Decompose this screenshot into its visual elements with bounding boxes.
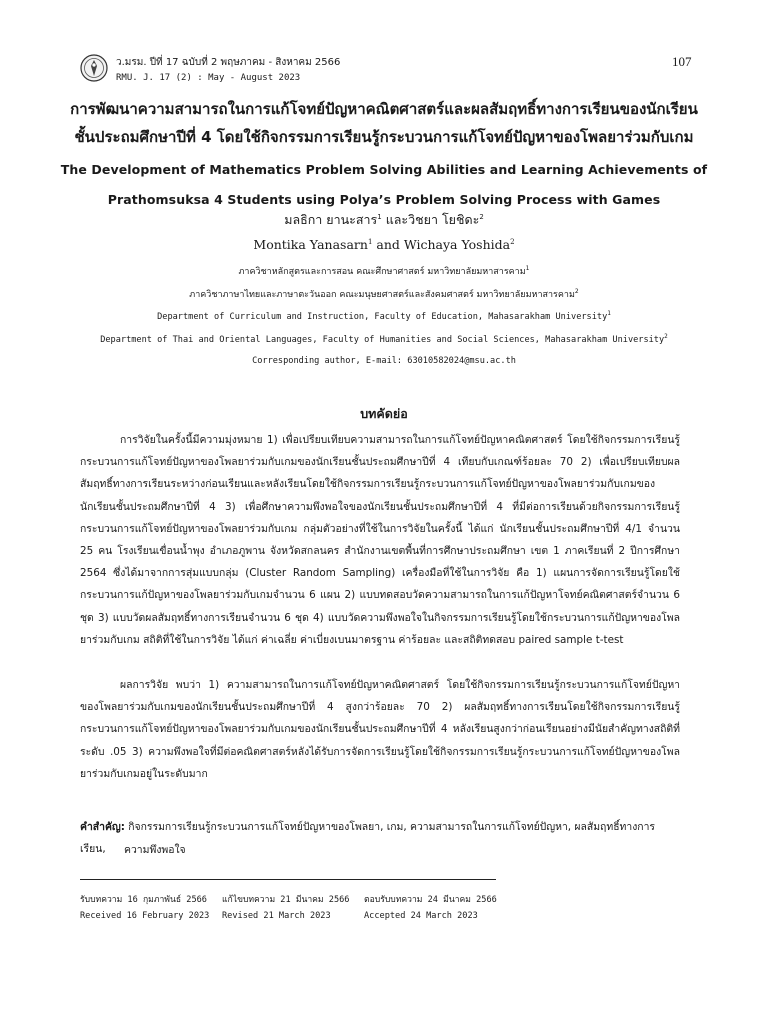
title-english-line-2: Prathomsuksa 4 Students using Polya’s Problem Solving Process with Games — [107, 192, 661, 207]
title-thai-line-1: การพัฒนาความสามารถในการแก้โจทย์ปัญหาคณิตศาสตร์และผลสัมฤทธิ์ทางการเรียนของนักเรียน — [70, 100, 698, 118]
received-date-english: Received 16 February 2023 — [80, 911, 210, 921]
affiliation-thai-1: ภาควิชาหลักสูตรและการสอน คณะศึกษาศาสตร์ มหาวิทยาลัยมหาสารคาม$^1$ — [238, 265, 530, 277]
author-1-thai: มลธิกา ยานะสาร — [284, 212, 378, 227]
keywords-label: คำสำคัญ: — [80, 821, 125, 833]
abstract-heading: บทคัดย่อ — [360, 406, 408, 421]
journal-name-thai: ว.มรม. ปีที่ 17 ฉบับที่ 2 พฤษภาคม - สิงหาคม 2566 — [116, 57, 341, 68]
received-date-thai: รับบทความ 16 กุมภาพันธ์ 2566 — [80, 895, 207, 905]
journal-name-english: RMU. J. 17 (2) : May - August 2023 — [116, 73, 301, 83]
affiliation-english-2: Department of Thai and Oriental Languages, Faculty of Humanities and Social Sciences, Mahasarakham University$^2$ — [100, 333, 668, 345]
accepted-date-english: Accepted 24 March 2023 — [364, 911, 478, 921]
authors-english: Montika Yanasarn$^1$ and Wichaya Yoshida$^2$ — [253, 237, 515, 252]
affiliation-english-1: Department of Curriculum and Instruction, Faculty of Education, Mahasarakham University$^1$ — [157, 310, 611, 322]
keywords-text: กิจกรรมการเรียนรู้กระบวนการแก้โจทย์ปัญหาของโพลยา, เกม, ความสามารถในการแก้โจทย์ปัญหา, ผลสัมฤทธิ์ทางการเรียน, — [80, 821, 656, 855]
authors-thai: มลธิกา ยานะสาร$^1$ และวิชยา โยชิดะ$^2$ — [284, 212, 484, 227]
author-2-thai: และวิชยา โยชิดะ — [385, 212, 480, 227]
title-thai-line-2: ชั้นประถมศึกษาปีที่ 4 โดยใช้กิจกรรมการเรียนรู้กระบวนการแก้โจทย์ปัญหาของโพลยาร่วมกับเกม — [74, 128, 694, 146]
keywords-text-continued: ความพึงพอใจ — [124, 844, 186, 856]
affiliation-thai-2: ภาควิชาภาษาไทยและภาษาตะวันออก คณะมนุษยศาสตร์และสังคมศาสตร์ มหาวิทยาลัยมหาสารคาม$^2$ — [189, 288, 579, 300]
accepted-date-thai: ตอบรับบทความ 24 มีนาคม 2566 — [364, 895, 497, 905]
corresponding-author: Corresponding author, E-mail: 63010582024@msu.ac.th — [252, 356, 516, 366]
abstract-paragraph-1: การวิจัยในครั้งนี้มีความมุ่งหมาย 1) เพื่อเปรียบเทียบความสามารถในการแก้โจทย์ปัญหาคณิตศาสตร์ โดยใช้กิจกรรมการเรียนรู้กระบวนการแก้โจทย์ปัญหาของโพลยาร่วมกับเกมของนักเรียนชั้นประถมศึกษาปีที่ 4 เทียบกับเกณฑ์ร้อยละ 70 2) เพื่อเปรียบเทียบผลสัมฤทธิ์ทางการเรียนระหว่างก่อนเรียนและหลังเรียนโดยใช้กิจกรรมการเรียนรู้กระบวนการแก้โจทย์ปัญหาของโพลยาร่วมกับเกมของนักเรียนชั้นประถมศึกษาปีที่ 4 3) เพื่อศึกษาความพึงพอใจของนักเรียนชั้นประถมศึกษาปีที่ 4 ที่มีต่อการเรียนด้วยกิจกรรมการเรียนรู้กระบวนการแก้โจทย์ปัญหาของโพลยาร่วมกับเกม กลุ่มตัวอย่างที่ใช้ในการวิจัยในครั้งนี้ ได้แก่ นักเรียนชั้นประถมศึกษาปีที่ 4/1 จำนวน 25 คน โรงเรียนเขื่อนน้ำพุง อำเภอภูพาน จังหวัดสกลนคร สำนักงานเขตพื้นที่การศึกษาประถมศึกษา เขต 1 ภาคเรียนที่ 2 ปีการศึกษา 2564 ซึ่งได้มาจากการสุ่มแบบกลุ่ม (Cluster Random Sampling) เครื่องมือที่ใช้ในการวิจัย คือ 1) แผนการจัดการเรียนรู้โดยใช้กระบวนการแก้ปัญหาของโพลยาร่วมกับเกมจำนวน 6 แผน 2) แบบทดสอบวัดความสามารถในการแก้ปัญหาโจทย์คณิตศาสตร์จำนวน 6 ชุด 3) แบบวัดผลสัมฤทธิ์ทางการเรียนจำนวน 6 ชุด 4) แบบวัดความพึงพอใจในกิจกรรมการเรียนรู้โดยใช้กระบวนการแก้ปัญหาของโพลยาร่วมกับเกม สถิติที่ใช้ในการวิจัย ได้แก่ ค่าเฉลี่ย ค่าเบี่ยงเบนมาตรฐาน ค่าร้อยละ และสถิติทดสอบ paired sample t-test — [80, 434, 680, 646]
abstract-paragraph-2: ผลการวิจัย พบว่า 1) ความสามารถในการแก้โจทย์ปัญหาคณิตศาสตร์ โดยใช้กิจกรรมการเรียนรู้กระบวนการแก้โจทย์ปัญหาของโพลยาร่วมกับเกมของนักเรียนชั้นประถมศึกษาปีที่ 4 สูงกว่าร้อยละ 70 2) ผลสัมฤทธิ์ทางการเรียนโดยใช้กิจกรรมการเรียนรู้กระบวนการแก้โจทย์ปัญหาของโพลยาร่วมกับเกมของนักเรียนชั้นประถมศึกษาปีที่ 4 หลังเรียนสูงกว่าก่อนเรียนอย่างมีนัยสำคัญทางสถิติที่ระดับ .05 3) ความพึงพอใจที่มีต่อคณิตศาสตร์หลังได้รับการจัดการเรียนรู้โดยใช้กิจกรรมการเรียนรู้กระบวนการแก้โจทย์ปัญหาของโพลยาร่วมกับเกมอยู่ในระดับมาก — [80, 679, 680, 780]
university-seal-icon — [80, 54, 108, 82]
revised-date-english: Revised 21 March 2023 — [222, 911, 331, 921]
running-header — [80, 52, 700, 88]
author-1-english: Montika Yanasarn — [253, 237, 368, 252]
revised-date-thai: แก้ไขบทความ 21 มีนาคม 2566 — [222, 895, 350, 905]
title-english-line-1: The Development of Mathematics Problem Solving Abilities and Learning Achievements of — [60, 162, 708, 177]
author-2-english: and Wichaya Yoshida — [376, 237, 511, 252]
footnote-divider — [80, 879, 496, 880]
page-number: 107 — [672, 54, 692, 69]
